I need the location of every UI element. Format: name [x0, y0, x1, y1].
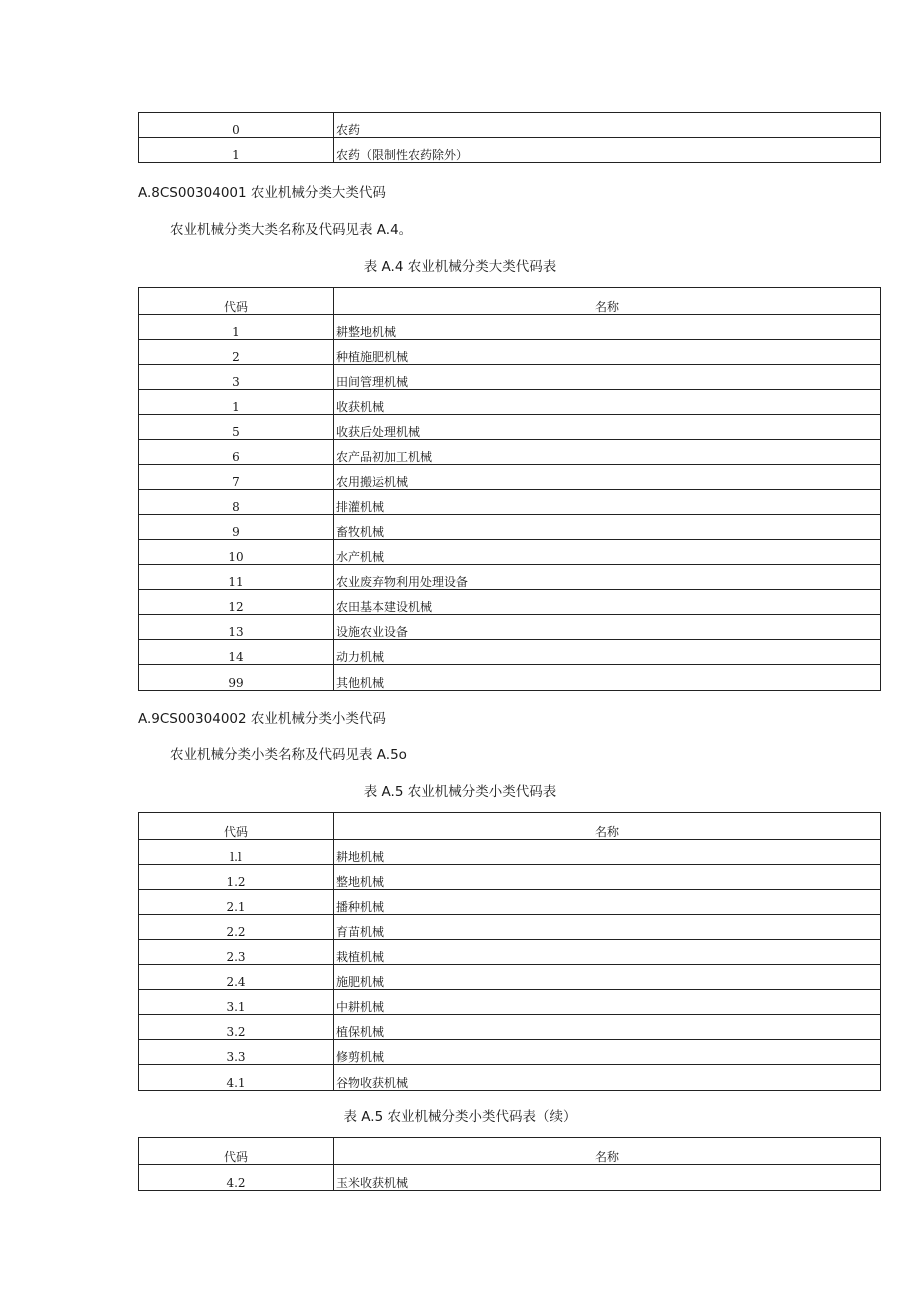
code-cell: 9 — [139, 515, 334, 540]
code-cell: 2.3 — [139, 940, 334, 965]
code-cell: 3 — [139, 365, 334, 390]
table-row — [139, 890, 881, 915]
name-cell: 耕地机械 — [334, 840, 881, 865]
table-row — [139, 615, 881, 640]
code-cell: 0 — [139, 113, 334, 138]
table-header-row — [139, 813, 881, 840]
name-cell: 中耕机械 — [334, 990, 881, 1015]
section-intro-a8: 农业机械分类大类名称及代码见表 A.4。 — [170, 222, 413, 238]
table-row — [139, 840, 881, 865]
section-heading-a8: A.8CS00304001 农业机械分类大类代码 — [138, 185, 386, 201]
table-row — [139, 640, 881, 665]
code-header: 代码 — [139, 288, 334, 315]
code-cell: 4.1 — [139, 1065, 334, 1091]
table-row — [139, 565, 881, 590]
code-cell: 3.1 — [139, 990, 334, 1015]
code-header: 代码 — [139, 1138, 334, 1165]
table-row — [139, 465, 881, 490]
name-cell: 播种机械 — [334, 890, 881, 915]
name-cell: 收获后处理机械 — [334, 415, 881, 440]
code-cell: 3.3 — [139, 1040, 334, 1065]
table-row — [139, 113, 881, 138]
code-cell: 99 — [139, 665, 334, 691]
table-row — [139, 415, 881, 440]
code-cell: 12 — [139, 590, 334, 615]
table-row — [139, 390, 881, 415]
table-row — [139, 1015, 881, 1040]
name-cell: 收获机械 — [334, 390, 881, 415]
table-row — [139, 540, 881, 565]
code-cell: 14 — [139, 640, 334, 665]
table-row — [139, 590, 881, 615]
table-row — [139, 940, 881, 965]
code-cell: 2.1 — [139, 890, 334, 915]
table-row — [139, 490, 881, 515]
table-a5-continued — [138, 1137, 881, 1191]
table-header-row — [139, 288, 881, 315]
name-cell: 修剪机械 — [334, 1040, 881, 1065]
code-cell: 7 — [139, 465, 334, 490]
name-cell: 耕整地机械 — [334, 315, 881, 340]
table-caption-a4: 表 A.4 农业机械分类大类代码表 — [363, 259, 557, 275]
name-cell: 动力机械 — [334, 640, 881, 665]
code-cell: 1 — [139, 315, 334, 340]
name-header: 名称 — [334, 813, 881, 840]
code-cell: 2 — [139, 340, 334, 365]
name-cell: 农产品初加工机械 — [334, 440, 881, 465]
name-cell: 谷物收获机械 — [334, 1065, 881, 1091]
table-row — [139, 1040, 881, 1065]
table-row — [139, 915, 881, 940]
code-cell: 1 — [139, 390, 334, 415]
name-cell: 植保机械 — [334, 1015, 881, 1040]
name-cell: 整地机械 — [334, 865, 881, 890]
code-cell: 8 — [139, 490, 334, 515]
table-caption-a5-continued: 表 A.5 农业机械分类小类代码表（续） — [343, 1109, 577, 1125]
table-caption-a5: 表 A.5 农业机械分类小类代码表 — [363, 784, 557, 800]
table-row — [139, 440, 881, 465]
code-cell: 1.2 — [139, 865, 334, 890]
code-header: 代码 — [139, 813, 334, 840]
name-cell: 畜牧机械 — [334, 515, 881, 540]
table-header-row — [139, 1138, 881, 1165]
table-a5 — [138, 812, 881, 1091]
name-cell: 种植施肥机械 — [334, 340, 881, 365]
code-cell: 2.2 — [139, 915, 334, 940]
section-heading-a9: A.9CS00304002 农业机械分类小类代码 — [138, 711, 386, 727]
section-intro-a9: 农业机械分类小类名称及代码见表 A.5o — [170, 747, 407, 763]
code-cell: 11 — [139, 565, 334, 590]
table-row — [139, 665, 881, 691]
code-cell: 3.2 — [139, 1015, 334, 1040]
table-row — [139, 965, 881, 990]
table-a4 — [138, 287, 881, 691]
code-cell: 2.4 — [139, 965, 334, 990]
table-row — [139, 990, 881, 1015]
table-row — [139, 1165, 881, 1191]
table-row — [139, 1065, 881, 1091]
code-cell: 5 — [139, 415, 334, 440]
table-row — [139, 138, 881, 163]
name-cell: 田间管理机械 — [334, 365, 881, 390]
name-cell: 农药 — [334, 113, 881, 138]
name-cell: 农用搬运机械 — [334, 465, 881, 490]
name-cell: 农药（限制性农药除外） — [334, 138, 881, 163]
name-cell: 农业废弃物利用处理设备 — [334, 565, 881, 590]
name-cell: 农田基本建设机械 — [334, 590, 881, 615]
table-row — [139, 365, 881, 390]
name-cell: 其他机械 — [334, 665, 881, 691]
name-header: 名称 — [334, 1138, 881, 1165]
code-cell: 4.2 — [139, 1165, 334, 1191]
name-cell: 排灌机械 — [334, 490, 881, 515]
table-row — [139, 515, 881, 540]
table-row — [139, 340, 881, 365]
table-row — [139, 315, 881, 340]
name-cell: 水产机械 — [334, 540, 881, 565]
name-cell: 栽植机械 — [334, 940, 881, 965]
name-cell: 育苗机械 — [334, 915, 881, 940]
table-row — [139, 865, 881, 890]
code-cell: 13 — [139, 615, 334, 640]
name-cell: 施肥机械 — [334, 965, 881, 990]
name-cell: 设施农业设备 — [334, 615, 881, 640]
code-cell: l.l — [139, 840, 334, 865]
code-cell: 1 — [139, 138, 334, 163]
pesticide-table — [138, 112, 881, 163]
code-cell: 10 — [139, 540, 334, 565]
code-cell: 6 — [139, 440, 334, 465]
name-header: 名称 — [334, 288, 881, 315]
name-cell: 玉米收获机械 — [334, 1165, 881, 1191]
